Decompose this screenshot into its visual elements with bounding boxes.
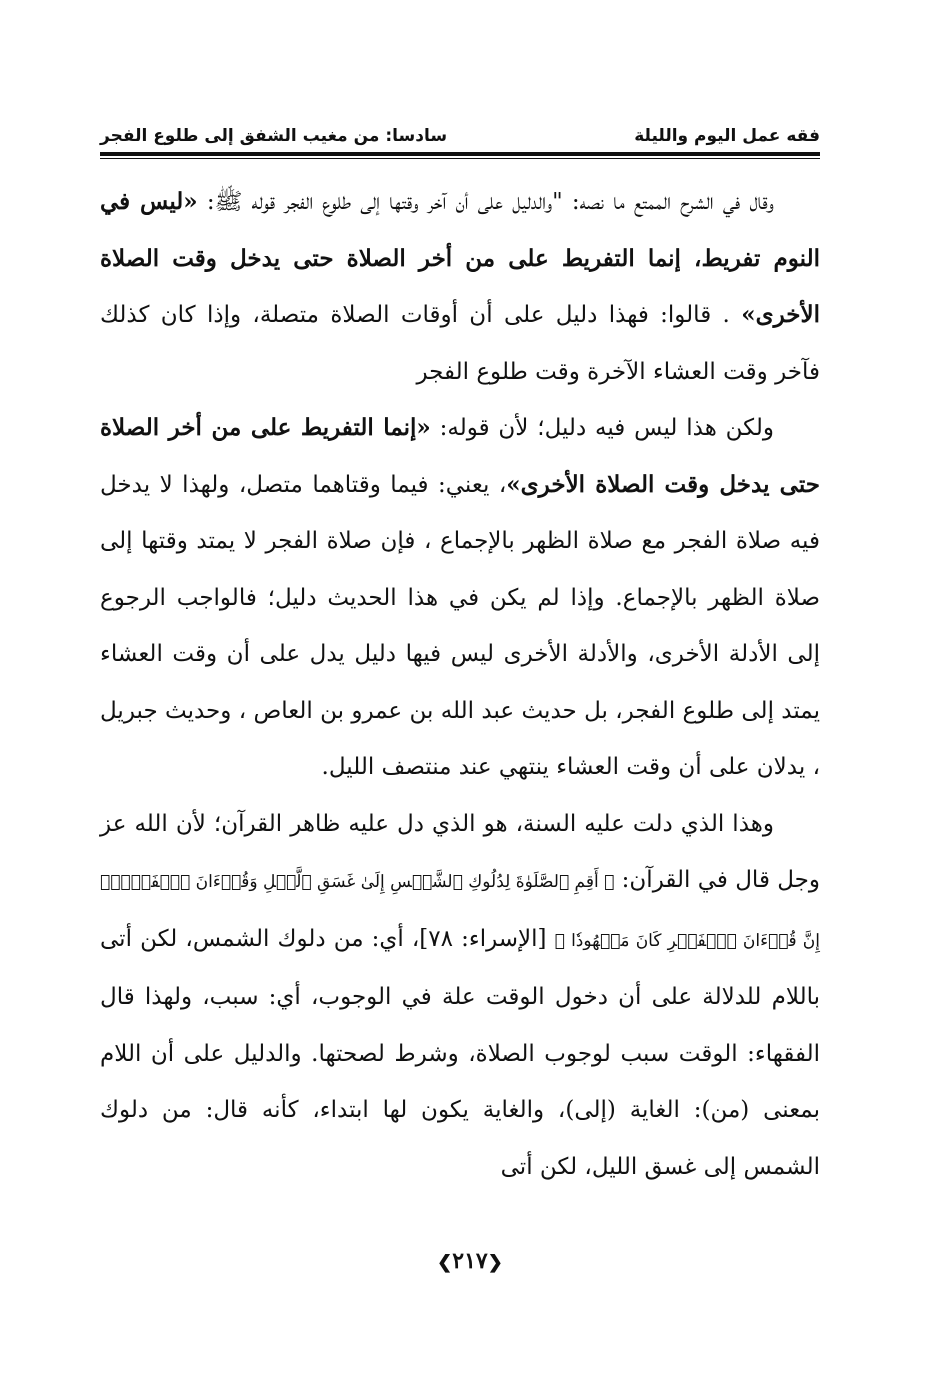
- hadith-quote-2: «إنما التفريط على من أخر الصلاة حتى يدخل وقت الصلاة الأخرى»: [100, 414, 820, 498]
- paragraph-1-text-a: وقال في الشرح الممتع ما نصه: "والدليل على أن آخر وقتها إلى طلوع الفجر قوله ﷺ:: [197, 189, 775, 215]
- ornament-right-icon: ❯: [487, 1252, 503, 1273]
- page-body: [100, 174, 820, 1195]
- paragraph-3-text-b: [الإسراء: ٧٨]، أي: من دلوك الشمس، لكن أتى باللام للدلالة على أن دخول الوقت علة في الوجوب، أي: سبب، ولهذا قال الفقهاء: الوقت سبب لوجوب الصلاة، وشرط لصحتها. والدليل على أن اللام بمعنى (من): الغاية (إلى)، والغاية يكون لها ابتداء، كأنه قال: من دلوك الشمس إلى غسق الليل، لكن أتى: [100, 925, 820, 1180]
- paragraph-1-text-b: . قالوا: فهذا دليل على أن أوقات الصلاة متصلة، وإذا كان كذلك فآخر وقت العشاء الآخرة وقت طلوع الفجر: [100, 302, 820, 385]
- paragraph-2: [100, 400, 820, 796]
- paragraph-1: [100, 174, 820, 400]
- ornament-left-icon: ❮: [437, 1252, 453, 1273]
- chapter-title: سادسا: من مغيب الشفق إلى طلوع الفجر: [100, 126, 448, 146]
- paragraph-2-text-a: ولكن هذا ليس فيه دليل؛ لأن قوله:: [430, 415, 774, 441]
- header-divider-thin: [100, 158, 820, 159]
- hadith-quote-1: «ليس في النوم تفريط، إنما التفريط على من أخر الصلاة حتى يدخل وقت الصلاة الأخرى»: [100, 188, 820, 328]
- page-number: ٢١٧: [452, 1248, 488, 1274]
- paragraph-2-text-b: ، يعني: فيما وقتاهما متصل، ولهذا لا يدخل فيه صلاة الفجر مع صلاة الظهر بالإجماع ، فإن صلاة الفجر لا يمتد وقتها إلى صلاة الظهر بالإجماع. وإذا لم يكن في هذا الحديث دليل؛ فالواجب الرجوع إلى الأدلة الأخرى، والأدلة الأخرى ليس فيها دليل يدل على أن وقت العشاء يمتد إلى طلوع الفجر، بل حديث عبد الله بن عمرو بن العاص ، وحديث جبريل ، يدلان على أن وقت العشاء ينتهي عند منتصف الليل.: [100, 471, 820, 780]
- paragraph-3: [100, 796, 820, 1196]
- header-divider-thick: [100, 152, 820, 156]
- paragraph-3-text-a: وهذا الذي دلت عليه السنة، هو الذي دل عليه ظاهر القرآن؛ لأن الله عز وجل قال في القرآن:: [100, 810, 820, 893]
- book-title: فقه عمل اليوم والليلة: [634, 126, 820, 146]
- quran-verse: ﴿ أَقِمِ ٱلصَّلَوٰةَ لِدُلُوكِ ٱلشَّمۡسِ إِلَىٰ غَسَقِ ٱلَّيۡلِ وَقُرۡءَانَ ٱلۡفَجۡرِۖ إِنَّ قُرۡءَانَ ٱلۡفَجۡرِ كَانَ مَشۡهُودٗا ﴾: [100, 872, 821, 951]
- page-number-footer: [0, 1248, 940, 1274]
